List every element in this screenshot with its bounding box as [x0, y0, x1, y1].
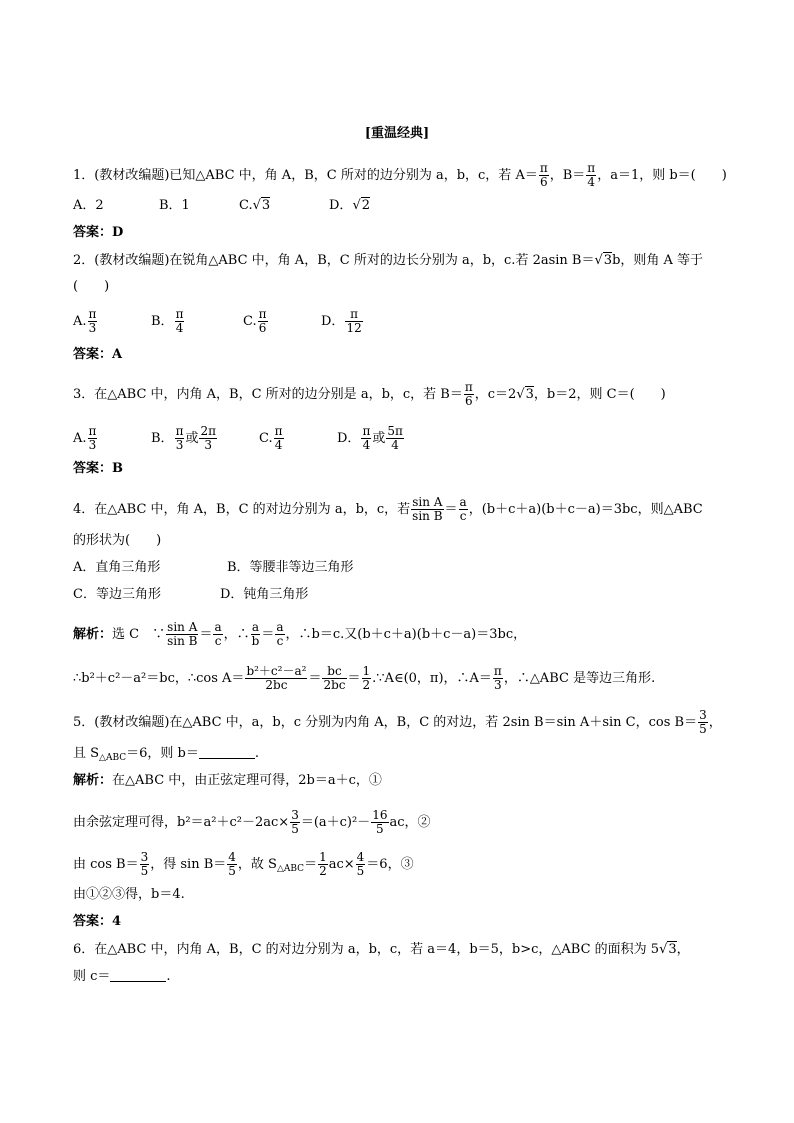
q5-stem-line2: 且 $S_{\triangle ABC}=6$，则 b＝ .: [73, 746, 260, 763]
q1-option-c: C.√3: [239, 198, 271, 213]
q5-solution-line4: 由①②③得，b＝4.: [73, 887, 185, 902]
q4-solution-line2: ∴b²＋c²－a²＝bc，∴cos A＝ $\frac{\text{b²＋c²－a²}}{2bc}$ ＝ $\frac{bc}{2bc}$ ＝ $\frac{1}{2}$ .∵A∈(0，π)，∴A＝ $\frac{\pi}{3}$ ，∴△ABC 是等边三角形.: [73, 664, 656, 692]
q4-options-row2: [73, 586, 724, 604]
q1-option-b: B．1: [159, 198, 190, 213]
q3-option-d: D． $\frac{\pi}{4}$ 或 $\frac{5\pi}{4}$: [337, 424, 403, 452]
q2-answer: 答案：A: [73, 347, 123, 362]
q5-answer: 答案：4: [73, 914, 122, 929]
q4-option-b: B．等腰非等边三角形: [227, 560, 354, 575]
answer-blank[interactable]: [199, 746, 255, 759]
q1-option-a: A．2: [73, 198, 104, 213]
q4-options-row1: [73, 559, 724, 577]
fraction: $\frac{\pi}{6}$: [539, 161, 548, 189]
q2-stem-line2: ( ): [73, 279, 110, 294]
q6-stem-line2: 则 c＝ .: [73, 969, 171, 984]
q4-stem: 4．在△ABC 中，角 A，B，C 的对边分别为 a，b，c，若 $\frac{\text{sin A}}{\text{sin B}}$ ＝ $\frac{a}{c}$ ，(b＋c＋a)(b＋c－a)＝3bc，则△ABC: [73, 495, 703, 523]
q3-options: [73, 425, 724, 452]
q5-solution-line2: 由余弦定理可得，b²＝a²＋c²－2ac× $\frac{3}{5}$ ＝(a＋c)²－ $\frac{16}{5}$ ac，②: [73, 808, 431, 836]
q3-option-a: A. $\frac{\pi}{3}$: [73, 424, 97, 452]
answer-blank[interactable]: [110, 969, 166, 982]
q1-options: [73, 197, 724, 215]
q2-stem: 2．(教材改编题)在锐角△ABC 中，角 A，B，C 所对的边长分别为 a，b，c.若 2asin B＝√3b，则角 A 等于: [73, 253, 704, 268]
q4-stem-line2: 的形状为( ): [73, 533, 162, 548]
q2-option-d: D． $\frac{\pi}{12}$: [321, 307, 362, 335]
q1-stem: 1．(教材改编题)已知△ABC 中，角 A，B，C 所对的边分别为 a，b，c，若 A＝ $\frac{\pi}{6}$ ，B＝ $\frac{\pi}{4}$ ，a＝1，则 b＝( ): [73, 161, 727, 189]
fraction: $\frac{\pi}{4}$: [587, 161, 596, 189]
q4-solution-line1: 解析：选 C ∵ $\frac{\text{sin A}}{\text{sin B}}$ ＝ $\frac{a}{c}$ ，∴ $\frac{a}{b}$ ＝ $\frac{a}{c}$ ，∴b＝c.又(b＋c＋a)(b＋c－a)＝3bc，: [73, 620, 527, 648]
q2-option-a: A. $\frac{\pi}{3}$: [73, 307, 97, 335]
section-title: [重温经典]: [364, 126, 430, 141]
q2-option-b: B． $\frac{\pi}{4}$: [151, 307, 184, 335]
q5-stem: 5．(教材改编题)在△ABC 中，a，b，c 分别为内角 A，B，C 的对边，若 2sin B＝sin A＋sin C，cos B＝ $\frac{3}{5}$ ，: [73, 708, 722, 736]
q2-options: [73, 308, 724, 335]
q4-option-d: D．钝角三角形: [220, 587, 309, 602]
q3-option-c: C. $\frac{\pi}{4}$: [259, 424, 283, 452]
q5-solution-line1: 解析：在△ABC 中，由正弦定理可得，2b＝a＋c，①: [73, 773, 382, 788]
q1-option-d: D．√2: [329, 198, 371, 213]
q1-answer: 答案：D: [73, 225, 124, 240]
q6-stem: 6．在△ABC 中，内角 A，B，C 的对边分别为 a，b，c，若 a＝4，b＝5，b>c，△ABC 的面积为 5√3，: [73, 942, 690, 957]
q3-answer: 答案：B: [73, 461, 123, 476]
q4-option-a: A．直角三角形: [73, 560, 161, 575]
q3-option-b: B． $\frac{\pi}{3}$ 或 $\frac{2\pi}{3}$: [151, 424, 216, 452]
q4-option-c: C．等边三角形: [73, 587, 161, 602]
q5-solution-line3: 由 cos B＝ $\frac{3}{5}$ ，得 sin B＝ $\frac{4}{5}$ ，故 $S_{\triangle ABC}=$ $\frac{1}{2}$ ac× $\frac{4}{5}$ ＝6，③: [73, 850, 414, 878]
q3-stem: 3．在△ABC 中，内角 A，B，C 所对的边分别是 a，b，c，若 B＝ $\frac{\pi}{6}$ ，c＝2√3，b＝2，则 C＝( ): [73, 380, 666, 408]
q2-option-c: C. $\frac{\pi}{6}$: [243, 307, 267, 335]
